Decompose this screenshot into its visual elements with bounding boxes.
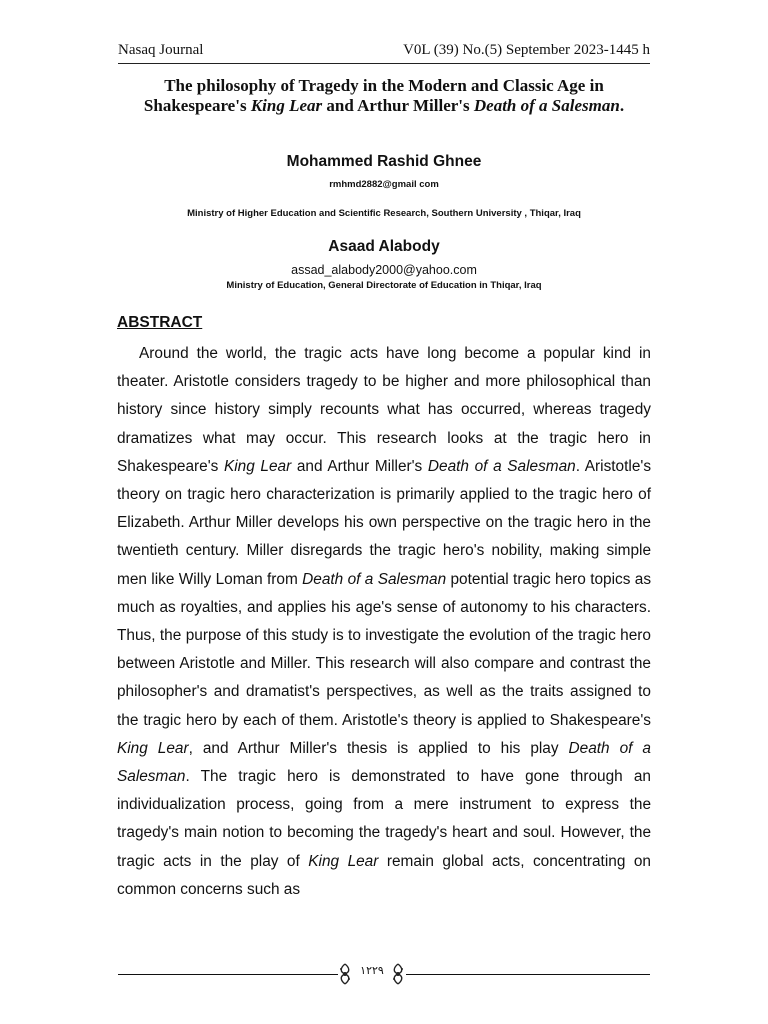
- author-2-affiliation: Ministry of Education, General Directorate of Education in Thiqar, Iraq: [226, 280, 542, 291]
- abstract-text: , and Arthur Miller's thesis is applied to his play: [188, 739, 569, 757]
- abstract-italic: King Lear: [308, 852, 379, 870]
- paper-title: [100, 76, 668, 116]
- abstract-text: potential tragic hero topics as much as royalties, and applies his age's sense of autonomy to his characters. Thus, the purpose of this study is to investigate the evolution of the tragic hero between Aristotle and Miller. This research will also compare and contrast the philosopher's and dramatist's perspectives, as well as the traits assigned to the tragic hero by each of them. Aristotle's theory is applied to Shakespeare's: [117, 570, 652, 729]
- footer-rule-right: [406, 974, 650, 975]
- author-1-affiliation: Ministry of Higher Education and Scientific Research, Southern University , Thiqar, Iraq: [187, 208, 581, 219]
- abstract-italic: Death of a Salesman: [117, 739, 651, 786]
- title-line-1: The philosophy of Tragedy in the Modern and Classic Age in: [164, 76, 604, 95]
- abstract-text: and Arthur Miller's: [291, 457, 428, 475]
- abstract-body: [117, 340, 651, 904]
- abstract-text: Around the world, the tragic acts have long become a popular kind in theater. Aristotle considers tragedy to be higher and more philosophical than history since history simply recounts what has occurred, whereas tragedy dramatizes what may occur. This research looks at the tragic hero in Shakespeare's: [117, 345, 651, 475]
- title-line-2: [100, 96, 668, 116]
- author-1-name: Mohammed Rashid Ghnee: [286, 153, 482, 170]
- title-italic: King Lear: [250, 96, 323, 115]
- issue-info: V0L (39) No.(5) September 2023-1445 h: [403, 42, 650, 58]
- floral-ornament-icon: [337, 962, 353, 986]
- author-2-name: Asaad Alabody: [328, 238, 440, 255]
- abstract-text: . The tragic hero is demonstrated to have gone through an individualization process, going from a mere instrument to express the tragedy's main notion to becoming the tragedy's heart and soul. However, the tragic acts in the play of: [117, 768, 651, 870]
- floral-ornament-icon: [390, 962, 406, 986]
- page-number: ١٢٢٩: [360, 964, 384, 977]
- title-text: Shakespeare's: [143, 96, 251, 115]
- title-text: and Arthur Miller's: [322, 96, 474, 115]
- author-2-email: assad_alabody2000@yahoo.com: [291, 263, 477, 277]
- title-text: .: [619, 96, 625, 115]
- abstract-italic: King Lear: [117, 739, 189, 757]
- abstract-text: . Aristotle's theory on tragic hero characterization is primarily applied to the tragic hero of Elizabeth. Arthur Miller develops his own perspective on the tragic hero in the twentieth century. Miller disregards the tragic hero's nobility, making simple men like Willy Loman from: [117, 457, 652, 588]
- abstract-text: remain global acts, concentrating on common concerns such as: [117, 852, 651, 898]
- abstract-italic: Death of a Salesman: [427, 457, 576, 475]
- title-italic: Death of a Salesman: [473, 96, 620, 115]
- journal-name: Nasaq Journal: [118, 42, 204, 58]
- running-header: [118, 42, 650, 59]
- footer-rule-left: [118, 974, 338, 975]
- author-1-email: rmhmd2882@gmail com: [329, 179, 439, 190]
- abstract-italic: King Lear: [223, 457, 292, 475]
- abstract-italic: Death of a Salesman: [302, 570, 447, 588]
- header-divider: [118, 63, 650, 64]
- abstract-heading: ABSTRACT: [117, 314, 203, 331]
